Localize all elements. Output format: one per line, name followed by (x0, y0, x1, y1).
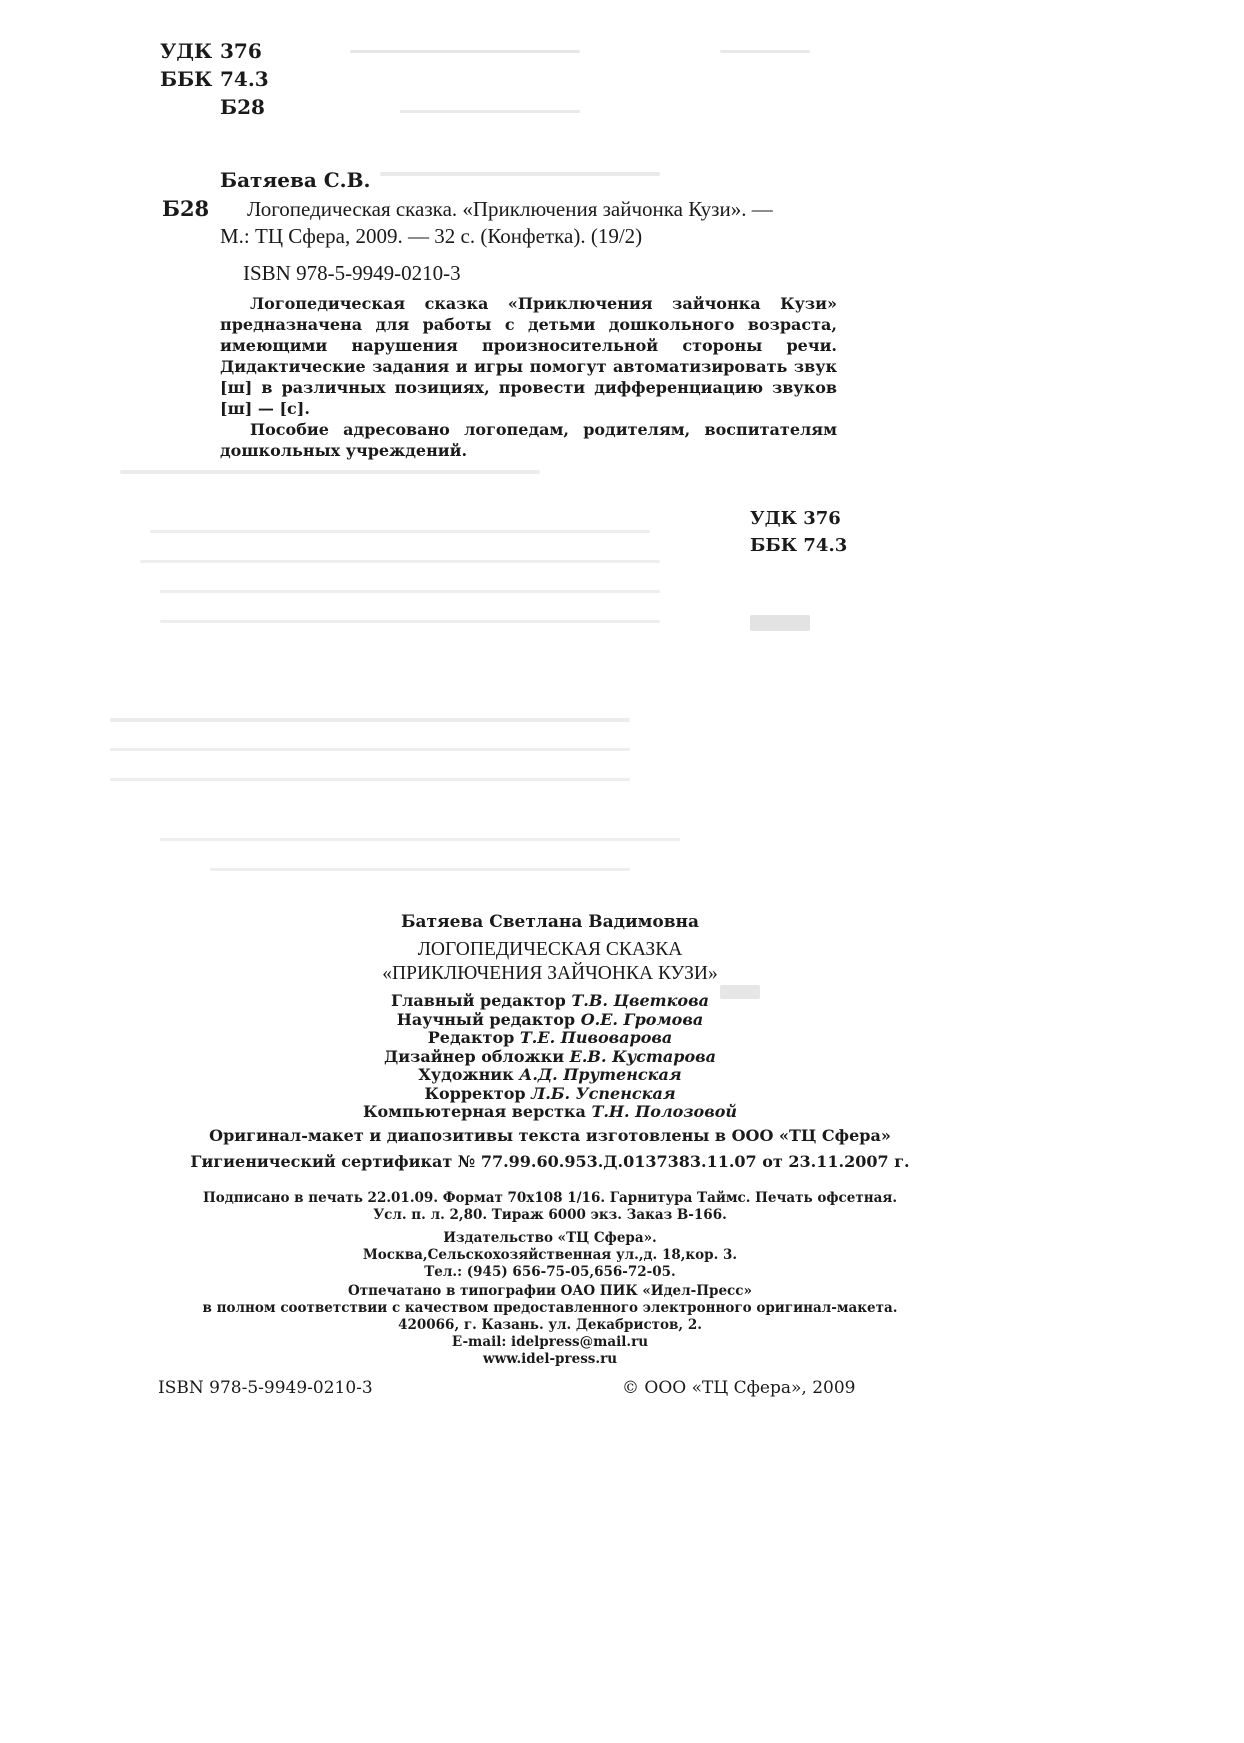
bib-line-1: Логопедическая сказка. «Приключения зайчонка Кузи». — (247, 197, 773, 221)
credit-role: Корректор (424, 1083, 526, 1103)
credits-list (250, 992, 850, 1122)
publisher-info (200, 1230, 900, 1281)
footer-isbn: ISBN 978-5-9949-0210-3 (158, 1378, 373, 1398)
signed-line-2: Усл. п. л. 2,80. Тираж 6000 экз. Заказ В-166. (373, 1207, 727, 1223)
book-title-line-1: ЛОГОПЕДИЧЕСКАЯ СКАЗКА (417, 939, 683, 960)
printer-line-1: Отпечатано в типографии ОАО ПИК «Идел-Пресс» (348, 1283, 752, 1299)
printer-line-5: www.idel-press.ru (482, 1351, 618, 1367)
bib-sign: Б28 (162, 196, 210, 221)
book-title (250, 938, 850, 986)
bbk-label: ББК (160, 67, 213, 91)
credit-row (250, 1011, 850, 1030)
credit-name: Е.В. Кустарова (569, 1046, 716, 1066)
publisher-line-1: Издательство «ТЦ Сфера». (443, 1230, 657, 1246)
annotation-paragraph-2: Пособие адресовано логопедам, родителям, воспитателям дошкольных учреждений. (220, 420, 837, 460)
credit-role: Художник (418, 1065, 514, 1084)
annotation-paragraph-1: Логопедическая сказка «Приключения зайчонка Кузи» предназначена для работы с детьми дошкольного возраста, имеющими нарушения произносительной стороны речи. Дидактические задания и игры помогут автоматизировать звук [ш] в различных позициях, провести дифференциацию звуков [ш] — [с]. (220, 294, 837, 418)
credit-role: Главный редактор (391, 991, 566, 1010)
book-title-line-2: «ПРИКЛЮЧЕНИЯ ЗАЙЧОНКА КУЗИ» (382, 963, 718, 984)
footer-copyright: © ООО «ТЦ Сфера», 2009 (622, 1378, 856, 1398)
classification-right (750, 505, 847, 559)
credit-name: Т.Н. Полозовой (591, 1102, 738, 1121)
credit-row (250, 1066, 850, 1085)
credit-row (250, 992, 850, 1011)
author-sign-row (160, 93, 269, 121)
bib-line-2: М.: ТЦ Сфера, 2009. — 32 с. (Конфетка). (19/2) (220, 224, 643, 248)
printer-line-2: в полном соответствии с качеством предоставленного электронного оригинал-макета. (202, 1300, 898, 1316)
signed-line-1: Подписано в печать 22.01.09. Формат 70x108 1/16. Гарнитура Таймс. Печать офсетная. (202, 1190, 898, 1206)
printer-info (140, 1283, 960, 1368)
credit-name: Т.В. Цветкова (571, 991, 709, 1010)
classification-block (160, 37, 269, 121)
credit-row (250, 1029, 850, 1048)
bbk-right: ББК 74.3 (750, 535, 848, 556)
annotation (220, 293, 837, 461)
author-short: Батяева С.В. (220, 168, 371, 192)
credit-row (250, 1103, 850, 1122)
original-layout-note: Оригинал-макет и диапозитивы текста изготовлены в ООО «ТЦ Сфера» (209, 1126, 891, 1145)
bib-isbn: ISBN 978-5-9949-0210-3 (243, 261, 461, 285)
credit-role: Научный редактор (396, 1009, 576, 1029)
udk-label: УДК (160, 39, 213, 63)
author-full: Батяева Светлана Вадимовна (401, 912, 699, 932)
publisher-line-3: Тел.: (945) 656-75-05,656-72-05. (424, 1264, 676, 1280)
udk-row (160, 37, 269, 65)
credit-role: Компьютерная верстка (362, 1102, 586, 1121)
credit-name: О.Е. Громова (580, 1009, 704, 1029)
credit-role: Дизайнер обложки (384, 1046, 565, 1066)
credit-name: Л.Б. Успенская (531, 1083, 676, 1103)
bbk-row (160, 65, 269, 93)
credit-row (250, 1085, 850, 1104)
credit-name: Т.Е. Пивоварова (519, 1028, 673, 1047)
credit-role: Редактор (427, 1028, 515, 1047)
udk-value: 376 (220, 39, 262, 63)
author-sign: Б28 (220, 95, 265, 119)
hygiene-certificate: Гигиенический сертификат № 77.99.60.953.Д.0137383.11.07 от 23.11.2007 г. (190, 1152, 910, 1171)
printer-line-4: E-mail: idelpress@mail.ru (451, 1334, 649, 1350)
udk-right: УДК 376 (750, 508, 841, 529)
print-details (140, 1190, 960, 1224)
credit-row (250, 1048, 850, 1067)
publisher-line-2: Москва,Сельскохозяйственная ул.,д. 18,кор. 3. (362, 1247, 738, 1263)
bbk-value: 74.3 (220, 67, 269, 91)
credit-name: А.Д. Прутенская (519, 1065, 682, 1084)
printer-line-3: 420066, г. Казань. ул. Декабристов, 2. (398, 1317, 702, 1333)
